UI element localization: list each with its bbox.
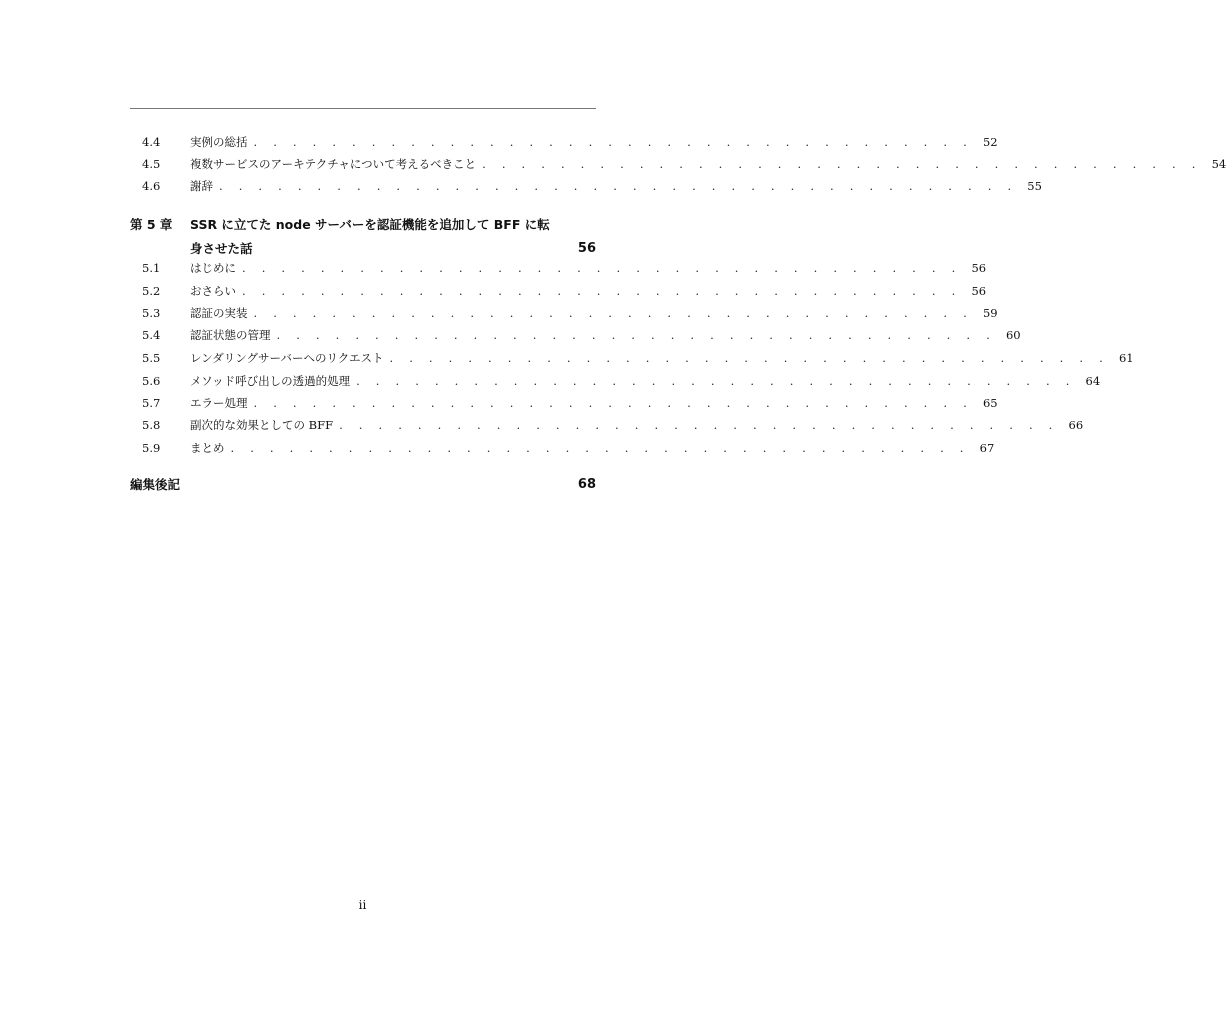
- dot-leader: . . . . . . . . . . . . . . . . . . . . . . . . . . . . . . . . . . . . .: [253, 306, 973, 320]
- dot-leader: . . . . . . . . . . . . . . . . . . . . . . . . . . . . . . . . . . . . . . . . .: [219, 179, 1018, 193]
- page-number: 56: [971, 284, 987, 298]
- section-title: おさらい: [190, 284, 236, 298]
- toc-entry-5-8[interactable]: [130, 414, 1084, 436]
- toc-entry-4-4[interactable]: [130, 131, 998, 153]
- section-number: 4.4: [142, 135, 161, 149]
- dot-leader: . . . . . . . . . . . . . . . . . . . . . . . . . . . . . . . . . . . . .: [339, 418, 1059, 432]
- header-rule: [130, 108, 596, 109]
- page-number: 61: [1118, 351, 1134, 365]
- section-title: 認証の実装: [190, 306, 248, 320]
- chapter-5-heading[interactable]: [130, 214, 596, 262]
- dot-leader: . . . . . . . . . . . . . . . . . . . . . . . . . . . . . . . . . . . . . .: [230, 441, 970, 455]
- chapter-title-line-2: 身させた話: [190, 241, 253, 256]
- dot-leader: . . . . . . . . . . . . . . . . . . . . . . . . . . . . . . . . . . . . .: [276, 328, 996, 342]
- section-number: 5.5: [142, 351, 161, 365]
- section-title: はじめに: [190, 261, 236, 275]
- dot-leader: . . . . . . . . . . . . . . . . . . . . . . . . . . . . . . . . . . . . .: [356, 374, 1076, 388]
- toc-entry-4-5[interactable]: [130, 153, 1226, 175]
- section-title: レンダリングサーバーへのリクエスト: [190, 351, 384, 365]
- dot-leader: . . . . . . . . . . . . . . . . . . . . . . . . . . . . . . . . . . . . .: [253, 135, 973, 149]
- page-folio: ii: [358, 898, 367, 912]
- section-number: 5.2: [142, 284, 161, 298]
- page-number: 66: [1068, 418, 1084, 432]
- section-title: 実例の総括: [190, 135, 248, 149]
- toc-entry-5-5[interactable]: [130, 347, 1134, 369]
- backmatter-page-number: 68: [577, 477, 596, 492]
- section-title: メソッド呼び出しの透過的処理: [190, 374, 351, 388]
- section-title: 謝辞: [190, 179, 213, 193]
- section-title: 副次的な効果としての BFF: [190, 418, 334, 432]
- section-number: 5.9: [142, 441, 161, 455]
- section-number: 5.7: [142, 396, 161, 410]
- page-number: 52: [982, 135, 998, 149]
- section-title: エラー処理: [190, 396, 248, 410]
- page-number: 60: [1005, 328, 1021, 342]
- toc-entry-5-3[interactable]: [130, 302, 998, 324]
- toc-entry-5-6[interactable]: [130, 370, 1101, 392]
- dot-leader: . . . . . . . . . . . . . . . . . . . . . . . . . . . . . . . . . . . . .: [242, 261, 962, 275]
- section-number: 5.1: [142, 261, 161, 275]
- chapter-title-line-1: SSR に立てた node サーバーを認証機能を追加して BFF に転: [190, 217, 550, 232]
- toc-entry-5-4[interactable]: [130, 324, 1021, 346]
- dot-leader: . . . . . . . . . . . . . . . . . . . . . . . . . . . . . . . . . . . . .: [242, 284, 962, 298]
- page-number: 64: [1085, 374, 1101, 388]
- section-number: 5.8: [142, 418, 161, 432]
- toc-entry-5-7[interactable]: [130, 392, 998, 414]
- page-number: 55: [1027, 179, 1042, 193]
- section-number: 4.5: [142, 157, 161, 171]
- page-number: 59: [982, 306, 998, 320]
- toc-entry-5-2[interactable]: [130, 280, 987, 302]
- toc-entry-editors-afterword[interactable]: [130, 474, 596, 496]
- section-number: 5.6: [142, 374, 161, 388]
- section-title: 複数サービスのアーキテクチャについて考えるべきこと: [190, 157, 477, 171]
- section-title: 認証状態の管理: [190, 328, 271, 342]
- chapter-number: 第 5 章: [130, 217, 173, 232]
- dot-leader: . . . . . . . . . . . . . . . . . . . . . . . . . . . . . . . . . . . . .: [482, 157, 1202, 171]
- dot-leader: . . . . . . . . . . . . . . . . . . . . . . . . . . . . . . . . . . . . .: [389, 351, 1109, 365]
- toc-entry-5-9[interactable]: [130, 437, 995, 459]
- section-number: 5.4: [142, 328, 161, 342]
- toc-entry-4-6[interactable]: [130, 175, 1042, 197]
- backmatter-title: 編集後記: [130, 477, 181, 492]
- page-number: 54: [1211, 157, 1226, 171]
- section-number: 4.6: [142, 179, 161, 193]
- page-number: 56: [971, 261, 987, 275]
- chapter-page-number: 56: [577, 241, 596, 256]
- dot-leader: . . . . . . . . . . . . . . . . . . . . . . . . . . . . . . . . . . . . .: [253, 396, 973, 410]
- page-number: 67: [979, 441, 995, 455]
- toc-entry-5-1[interactable]: [130, 257, 987, 279]
- page-number: 65: [982, 396, 998, 410]
- section-number: 5.3: [142, 306, 161, 320]
- section-title: まとめ: [190, 441, 225, 455]
